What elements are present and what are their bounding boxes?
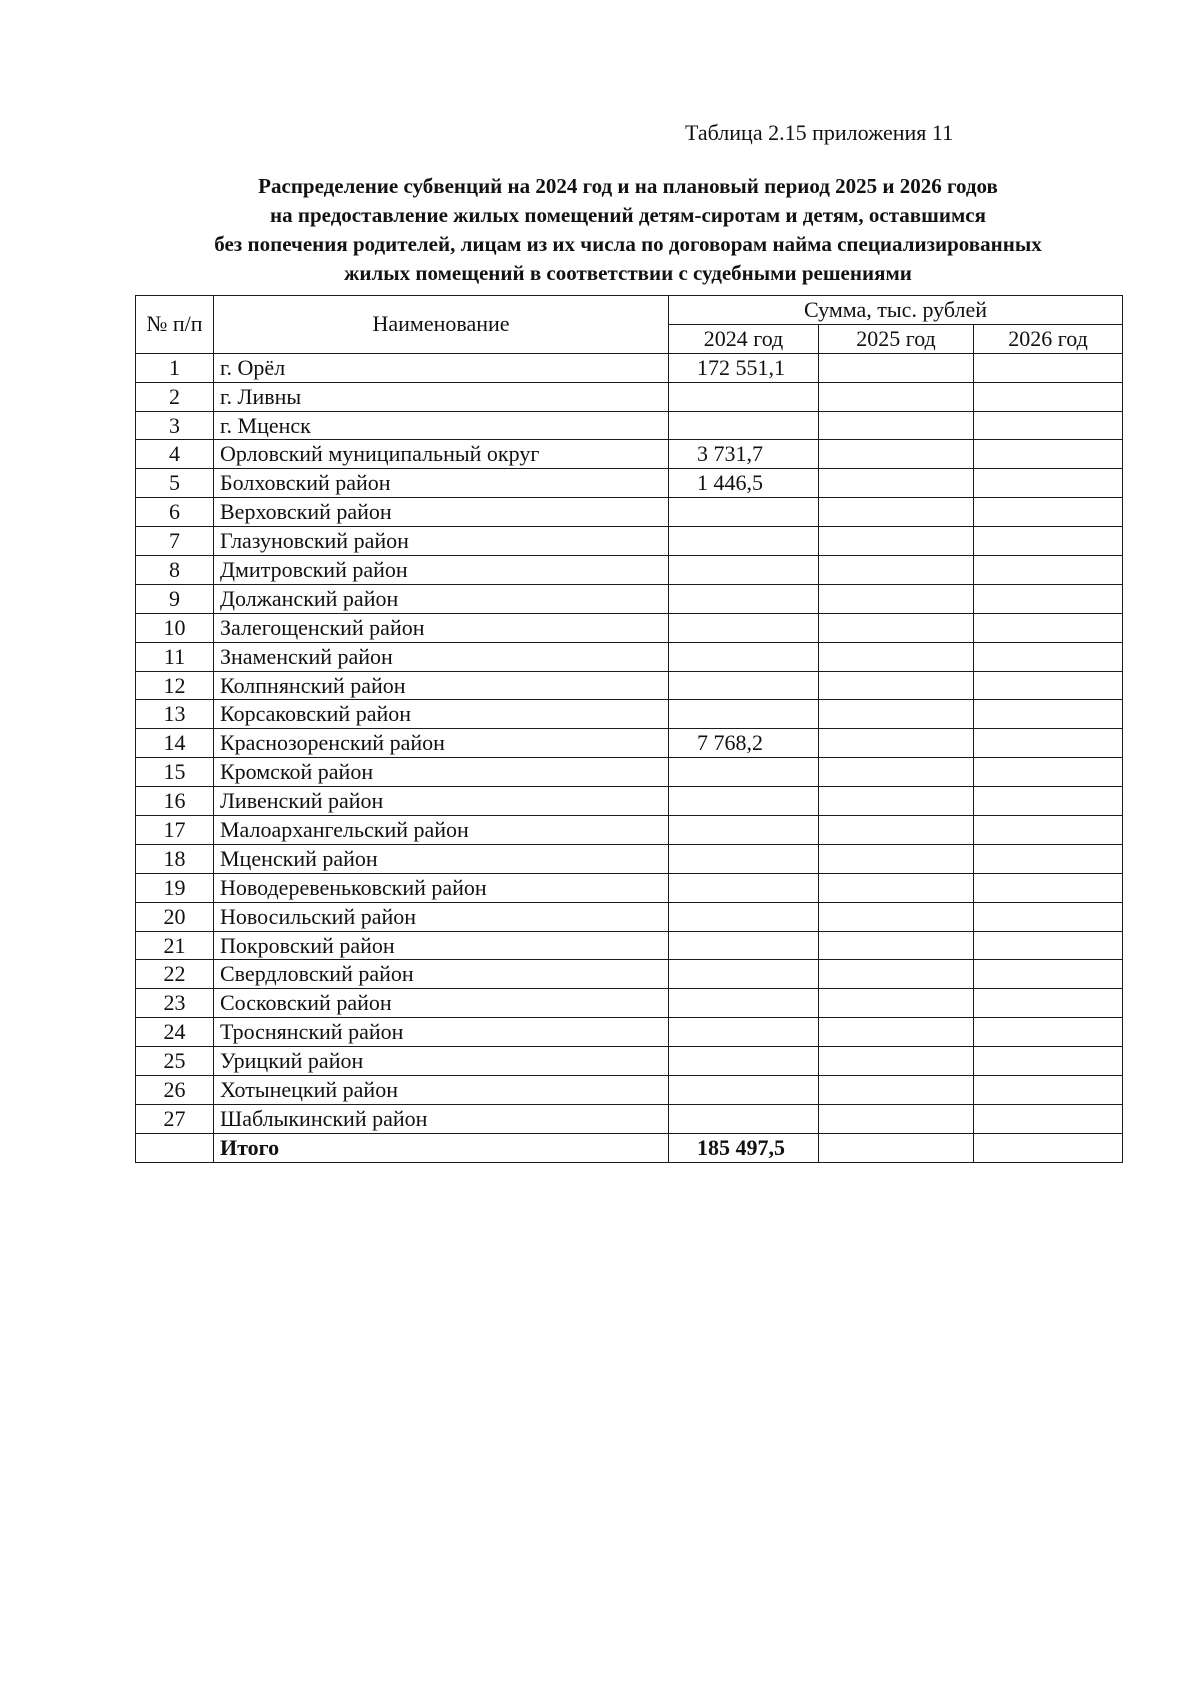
table-row <box>136 411 1123 440</box>
table-row <box>136 844 1123 873</box>
row-num: 19 <box>136 873 214 902</box>
row-value-2026 <box>974 556 1123 585</box>
row-num: 22 <box>136 960 214 989</box>
table-row <box>136 498 1123 527</box>
row-value-2026 <box>974 787 1123 816</box>
row-name: г. Орёл <box>214 353 669 382</box>
row-value-2026 <box>974 584 1123 613</box>
row-name: Знаменский район <box>214 642 669 671</box>
row-num: 11 <box>136 642 214 671</box>
row-value-2025 <box>819 931 974 960</box>
row-name: Корсаковский район <box>214 700 669 729</box>
row-value-2024 <box>669 989 819 1018</box>
row-value-2024 <box>669 527 819 556</box>
row-value-2025 <box>819 873 974 902</box>
row-name: Ливенский район <box>214 787 669 816</box>
row-name: Мценский район <box>214 844 669 873</box>
row-name: Новосильский район <box>214 902 669 931</box>
row-value-2024 <box>669 642 819 671</box>
table-row <box>136 700 1123 729</box>
row-value-2026 <box>974 353 1123 382</box>
row-num: 17 <box>136 816 214 845</box>
table-row <box>136 469 1123 498</box>
row-value-2024 <box>669 411 819 440</box>
header-year-2026: 2026 год <box>974 324 1123 353</box>
row-name: г. Мценск <box>214 411 669 440</box>
row-num: 27 <box>136 1104 214 1133</box>
row-value-2026 <box>974 613 1123 642</box>
row-value-2026 <box>974 671 1123 700</box>
row-value-2026 <box>974 1076 1123 1105</box>
row-value-2025 <box>819 382 974 411</box>
row-value-2026 <box>974 873 1123 902</box>
header-num: № п/п <box>136 296 214 354</box>
row-num: 16 <box>136 787 214 816</box>
row-value-2025 <box>819 353 974 382</box>
row-value-2026 <box>974 642 1123 671</box>
row-num: 23 <box>136 989 214 1018</box>
title-line: без попечения родителей, лицам из их числа по договорам найма специализированных <box>214 232 1042 256</box>
row-value-2024 <box>669 1104 819 1133</box>
row-value-2025 <box>819 989 974 1018</box>
row-value-2024 <box>669 498 819 527</box>
table-row <box>136 1047 1123 1076</box>
row-num: 21 <box>136 931 214 960</box>
table-row <box>136 1104 1123 1133</box>
row-name: Новодеревеньковский район <box>214 873 669 902</box>
row-num: 15 <box>136 758 214 787</box>
row-name: Колпнянский район <box>214 671 669 700</box>
row-num: 4 <box>136 440 214 469</box>
row-num: 2 <box>136 382 214 411</box>
row-value-2024 <box>669 1076 819 1105</box>
row-value-2025 <box>819 758 974 787</box>
total-2025 <box>819 1133 974 1162</box>
table-row <box>136 353 1123 382</box>
row-value-2024 <box>669 613 819 642</box>
row-num: 12 <box>136 671 214 700</box>
row-num: 24 <box>136 1018 214 1047</box>
row-value-2025 <box>819 556 974 585</box>
table-row <box>136 642 1123 671</box>
row-value-2026 <box>974 382 1123 411</box>
row-value-2024 <box>669 671 819 700</box>
row-num: 26 <box>136 1076 214 1105</box>
table-row <box>136 758 1123 787</box>
row-num: 9 <box>136 584 214 613</box>
row-name: Глазуновский район <box>214 527 669 556</box>
row-value-2024: 3 731,7 <box>669 440 819 469</box>
row-num: 7 <box>136 527 214 556</box>
row-value-2024: 1 446,5 <box>669 469 819 498</box>
row-num: 20 <box>136 902 214 931</box>
row-value-2026 <box>974 1047 1123 1076</box>
table-body <box>136 353 1123 1133</box>
row-name: Свердловский район <box>214 960 669 989</box>
row-value-2025 <box>819 527 974 556</box>
row-value-2025 <box>819 440 974 469</box>
total-2024: 185 497,5 <box>669 1133 819 1162</box>
header-year-2024: 2024 год <box>669 324 819 353</box>
row-value-2025 <box>819 787 974 816</box>
row-value-2025 <box>819 671 974 700</box>
row-num: 13 <box>136 700 214 729</box>
row-value-2026 <box>974 1104 1123 1133</box>
table-row <box>136 1018 1123 1047</box>
header-name: Наименование <box>214 296 669 354</box>
row-name: Краснозоренский район <box>214 729 669 758</box>
row-value-2026 <box>974 844 1123 873</box>
row-value-2026 <box>974 960 1123 989</box>
table-row <box>136 527 1123 556</box>
row-value-2026 <box>974 527 1123 556</box>
row-value-2024 <box>669 844 819 873</box>
document-title <box>120 172 1136 288</box>
row-value-2025 <box>819 700 974 729</box>
row-value-2024 <box>669 1047 819 1076</box>
row-value-2024 <box>669 382 819 411</box>
row-name: Орловский муниципальный округ <box>214 440 669 469</box>
subvention-table <box>135 295 1123 1163</box>
row-value-2025 <box>819 960 974 989</box>
table-row <box>136 989 1123 1018</box>
row-name: Кромской район <box>214 758 669 787</box>
row-value-2026 <box>974 989 1123 1018</box>
row-name: Троснянский район <box>214 1018 669 1047</box>
table-row <box>136 556 1123 585</box>
table-header-row <box>136 296 1123 325</box>
row-value-2025 <box>819 642 974 671</box>
total-row <box>136 1133 1123 1162</box>
header-year-2025: 2025 год <box>819 324 974 353</box>
row-name: г. Ливны <box>214 382 669 411</box>
row-value-2026 <box>974 902 1123 931</box>
row-value-2025 <box>819 816 974 845</box>
row-value-2025 <box>819 469 974 498</box>
row-num: 8 <box>136 556 214 585</box>
table-row <box>136 584 1123 613</box>
table-row <box>136 787 1123 816</box>
table-row <box>136 873 1123 902</box>
total-num <box>136 1133 214 1162</box>
row-value-2024 <box>669 1018 819 1047</box>
row-name: Залегощенский район <box>214 613 669 642</box>
row-name: Хотынецкий район <box>214 1076 669 1105</box>
row-value-2025 <box>819 844 974 873</box>
table-row <box>136 613 1123 642</box>
table-row <box>136 671 1123 700</box>
row-name: Шаблыкинский район <box>214 1104 669 1133</box>
table-row <box>136 1076 1123 1105</box>
row-value-2026 <box>974 931 1123 960</box>
row-num: 10 <box>136 613 214 642</box>
row-value-2025 <box>819 1076 974 1105</box>
row-value-2026 <box>974 498 1123 527</box>
row-value-2025 <box>819 613 974 642</box>
row-value-2024: 172 551,1 <box>669 353 819 382</box>
row-value-2026 <box>974 729 1123 758</box>
row-value-2025 <box>819 902 974 931</box>
row-value-2024 <box>669 960 819 989</box>
row-value-2024 <box>669 902 819 931</box>
row-value-2024 <box>669 873 819 902</box>
table-row <box>136 960 1123 989</box>
title-line: на предоставление жилых помещений детям-сиротам и детям, оставшимся <box>270 203 986 227</box>
table-row <box>136 382 1123 411</box>
row-value-2026 <box>974 440 1123 469</box>
row-num: 25 <box>136 1047 214 1076</box>
row-value-2026 <box>974 700 1123 729</box>
row-num: 6 <box>136 498 214 527</box>
row-name: Урицкий район <box>214 1047 669 1076</box>
row-name: Должанский район <box>214 584 669 613</box>
row-num: 1 <box>136 353 214 382</box>
row-name: Верховский район <box>214 498 669 527</box>
row-value-2026 <box>974 758 1123 787</box>
table-row <box>136 816 1123 845</box>
table-row <box>136 440 1123 469</box>
row-value-2024 <box>669 816 819 845</box>
row-value-2025 <box>819 1018 974 1047</box>
row-name: Болховский район <box>214 469 669 498</box>
total-label: Итого <box>214 1133 669 1162</box>
row-value-2025 <box>819 498 974 527</box>
row-name: Дмитровский район <box>214 556 669 585</box>
row-value-2026 <box>974 1018 1123 1047</box>
table-row <box>136 902 1123 931</box>
table-row <box>136 729 1123 758</box>
row-value-2026 <box>974 469 1123 498</box>
row-value-2026 <box>974 411 1123 440</box>
row-value-2026 <box>974 816 1123 845</box>
header-sum: Сумма, тыс. рублей <box>669 296 1123 325</box>
row-value-2025 <box>819 1047 974 1076</box>
total-2026 <box>974 1133 1123 1162</box>
row-value-2024 <box>669 931 819 960</box>
row-name: Малоархангельский район <box>214 816 669 845</box>
row-value-2025 <box>819 1104 974 1133</box>
table-reference: Таблица 2.15 приложения 11 <box>685 120 954 145</box>
row-num: 5 <box>136 469 214 498</box>
row-value-2024 <box>669 758 819 787</box>
row-value-2024: 7 768,2 <box>669 729 819 758</box>
row-name: Сосковский район <box>214 989 669 1018</box>
row-value-2025 <box>819 584 974 613</box>
row-value-2024 <box>669 584 819 613</box>
row-value-2025 <box>819 411 974 440</box>
title-line: жилых помещений в соответствии с судебными решениями <box>344 261 912 285</box>
row-num: 18 <box>136 844 214 873</box>
row-value-2024 <box>669 787 819 816</box>
row-value-2025 <box>819 729 974 758</box>
row-name: Покровский район <box>214 931 669 960</box>
title-line: Распределение субвенций на 2024 год и на плановый период 2025 и 2026 годов <box>258 174 998 198</box>
row-value-2024 <box>669 700 819 729</box>
row-value-2024 <box>669 556 819 585</box>
row-num: 3 <box>136 411 214 440</box>
table-row <box>136 931 1123 960</box>
row-num: 14 <box>136 729 214 758</box>
